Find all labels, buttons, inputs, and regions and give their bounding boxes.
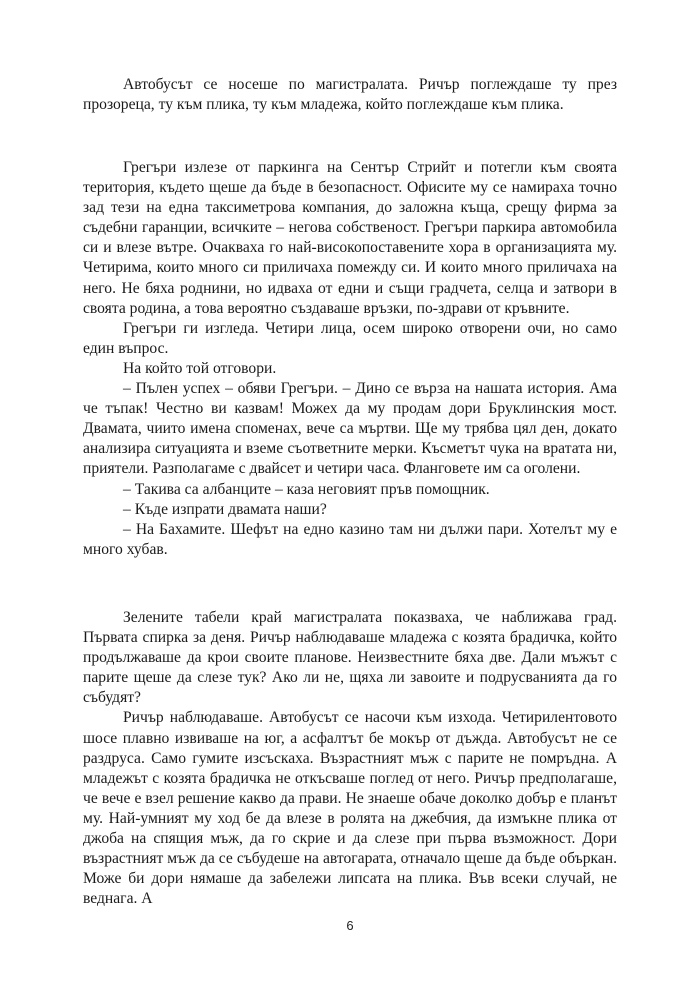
section-gregory [83,158,617,560]
dialogue-line: – На Бахамите. Шефът на едно казино там ни дължи пари. Хотелът му е много хубав. [83,520,617,558]
paragraph: Зелените табели край магистралата показваха, че наближава град. Първата спирка за деня. Ричър наблюдаваше младежа с козята брадичка, който продължаваше да крои своите планове. Неизвестните бяха две. Дали мъжът с парите щеше да слезе тук? Ако ли не, щяха ли завоите и подрусванията да го събудят? [83,609,617,707]
paragraph: Грегъри излезе от паркинга на Сентър Стрийт и потегли към своята територия, където щеше да бъде в безопасност. Офисите му се намираха точно зад тези на една таксиметрова компания, до заложна къща, срещу фирма за съдебни гаранции, всичките – негова собственост. Грегъри паркира автомобила си и влезе вътре. Очакваха го най-високопоставените хора в организацията му. Четирима, които много си приличаха помежду си. И които много приличаха на него. Не бяха роднини, но идваха от едни и същи градчета, селца и затвори в своята родина, а това вероятно създаваше връзки, по-здрави от кръвните. [83,159,617,317]
dialogue-line: – Къде изпрати двамата наши? [123,500,327,518]
paragraph: Ричър наблюдаваше. Автобусът се насочи към изхода. Четирилентовото шосе плавно извиваше на юг, а асфалтът бе мокър от дъжда. Автобусът не се раздруса. Само гумите изсъскаха. Възрастният мъж с парите не помръдна. А младежът с козята брадичка не откъсваше поглед от него. Ричър предполагаше, че вече е взел решение какво да прави. Не знаеше обаче доколко добър е планът му. Най-умният му ход бе да влезе в ролята на джебчия, да измъкне плика от джоба на спящия мъж, да го скрие и да слезе при първа възможност. Дори възрастният мъж да се събудеше на автогарата, отначало щеше да бъде объркан. Може би дори нямаше да забележи липсата на плика. Във всеки случай, не веднага. А [83,709,617,908]
page-number: 6 [346,918,354,933]
section-bus-intro [83,75,617,115]
paragraph: Грегъри ги изгледа. Четири лица, осем широко отворени очи, но само един въпрос. [83,319,617,357]
dialogue-line: – Такива са албанците – каза неговият пръв помощник. [123,480,490,498]
section-reacher-bus [83,608,617,909]
paragraph: Автобусът се носеше по магистралата. Ричър поглеждаше ту през прозореца, ту към плика, ту към младежа, който поглеждаше към плика. [83,76,617,114]
dialogue-line: – Пълен успех – обяви Грегъри. – Дино се върза на нашата история. Ама че тъпак! Честно ви казвам! Можех да му продам дори Бруклинския мост. Двамата, чиито имена споменах, вече са мъртви. Ще му трябва цял ден, докато анализира ситуацията и вземе съответните мерки. Късметът чука на вратата ни, приятели. Разполагаме с двайсет и четири часа. Фланговете им са оголени. [83,380,617,478]
paragraph: На който той отговори. [123,359,277,377]
